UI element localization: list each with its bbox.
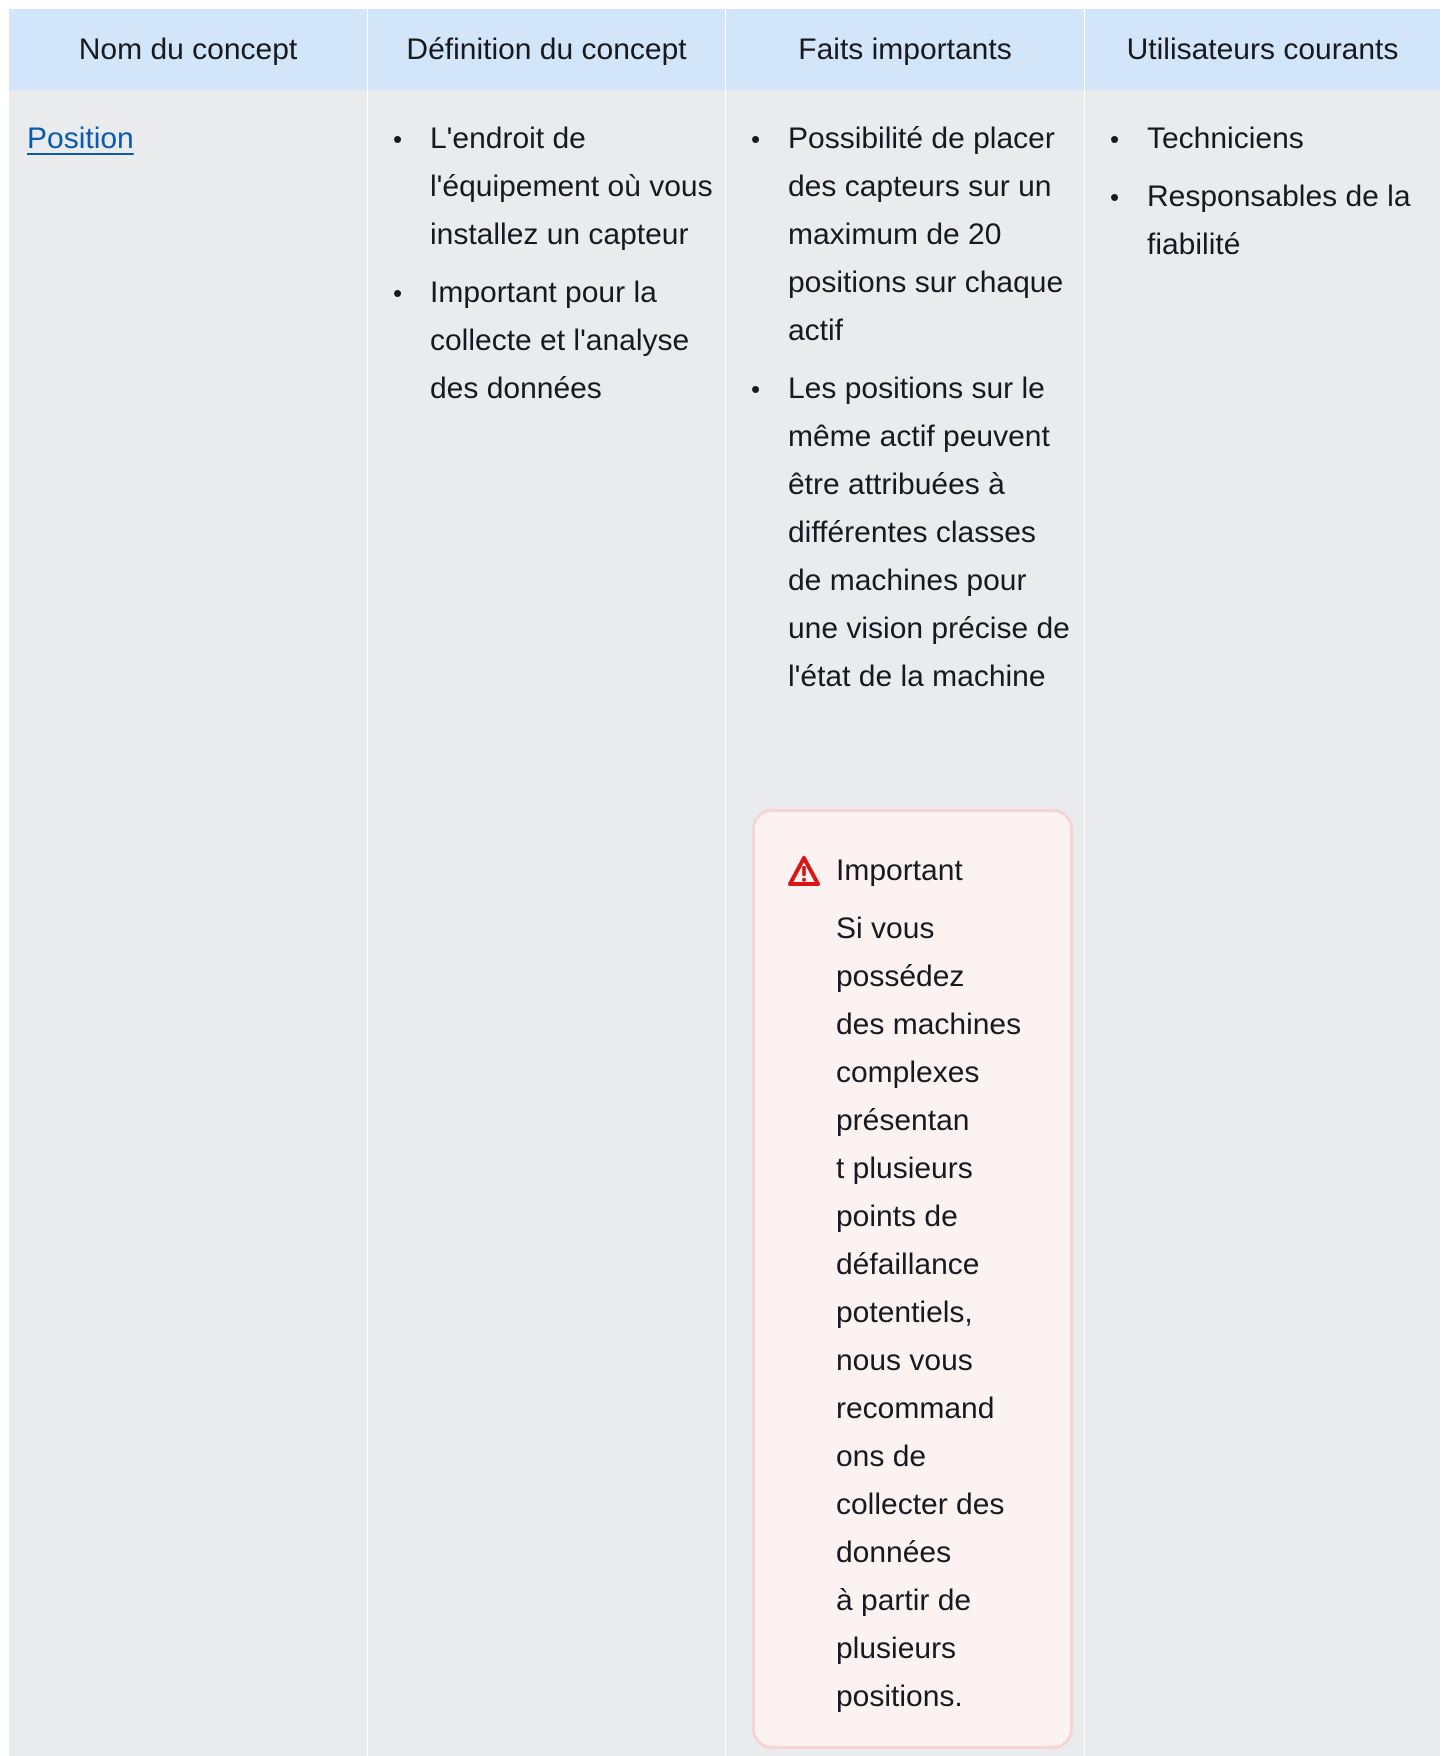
list-item: • L'endroit de l'équipement où vous installez un capteur [385, 115, 715, 259]
alert-line: données [836, 1536, 952, 1569]
alert-line: positions. [836, 1680, 963, 1713]
cell-important-facts [743, 90, 1075, 711]
alert-line: nous vous [836, 1344, 973, 1377]
header-common-users: Utilisateurs courants [1126, 32, 1399, 66]
bullet-icon: • [393, 278, 403, 308]
list-item: • Techniciens [1102, 115, 1437, 163]
alert-line: recommand [836, 1392, 995, 1425]
alert-body [836, 905, 1021, 1721]
alert-line: à partir de [836, 1584, 972, 1617]
cell-common-users [1102, 90, 1437, 279]
alert-line: potentiels, [836, 1296, 973, 1329]
column-divider [1084, 9, 1085, 1756]
cell-concept-definition [385, 90, 715, 423]
cell-concept-name [27, 90, 347, 163]
header-important-facts: Faits importants [798, 32, 1012, 66]
alert-line: défaillance [836, 1248, 980, 1281]
column-divider [367, 9, 368, 1756]
definition-list [385, 115, 715, 413]
alert-title: Important [836, 854, 963, 887]
header-concept-definition: Définition du concept [406, 32, 687, 66]
list-item: • Important pour la collecte et l'analyse des données [385, 269, 715, 413]
alert-line: plusieurs [836, 1632, 957, 1665]
column-divider [725, 9, 726, 1756]
alert-line: complexes [836, 1056, 980, 1089]
concept-link-position[interactable]: Position [27, 122, 134, 155]
concept-table [9, 9, 1440, 1756]
facts-list [743, 115, 1075, 701]
users-list [1102, 115, 1437, 269]
bullet-icon: • [751, 124, 761, 154]
important-alert [752, 809, 1073, 1749]
warning-triangle-icon [787, 855, 821, 887]
bullet-icon: • [1110, 124, 1120, 154]
list-item: • Les positions sur le même actif peuvent être attribuées à différentes classes de machines pour une vision précise de l'état de la machine [743, 365, 1075, 701]
alert-line: ons de [836, 1440, 927, 1473]
bullet-icon: • [1110, 182, 1120, 212]
alert-line: points de [836, 1200, 958, 1233]
alert-line: présentan [836, 1104, 970, 1137]
alert-line: t plusieurs [836, 1152, 973, 1185]
bullet-icon: • [393, 124, 403, 154]
list-item: • Responsables de la fiabilité [1102, 173, 1437, 269]
alert-line: des machines [836, 1008, 1022, 1041]
alert-line: Si vous [836, 912, 935, 945]
list-item: • Possibilité de placer des capteurs sur un maximum de 20 positions sur chaque actif [743, 115, 1075, 355]
bullet-icon: • [751, 374, 761, 404]
alert-line: possédez [836, 960, 965, 993]
alert-line: collecter des [836, 1488, 1005, 1521]
header-concept-name: Nom du concept [78, 32, 298, 66]
